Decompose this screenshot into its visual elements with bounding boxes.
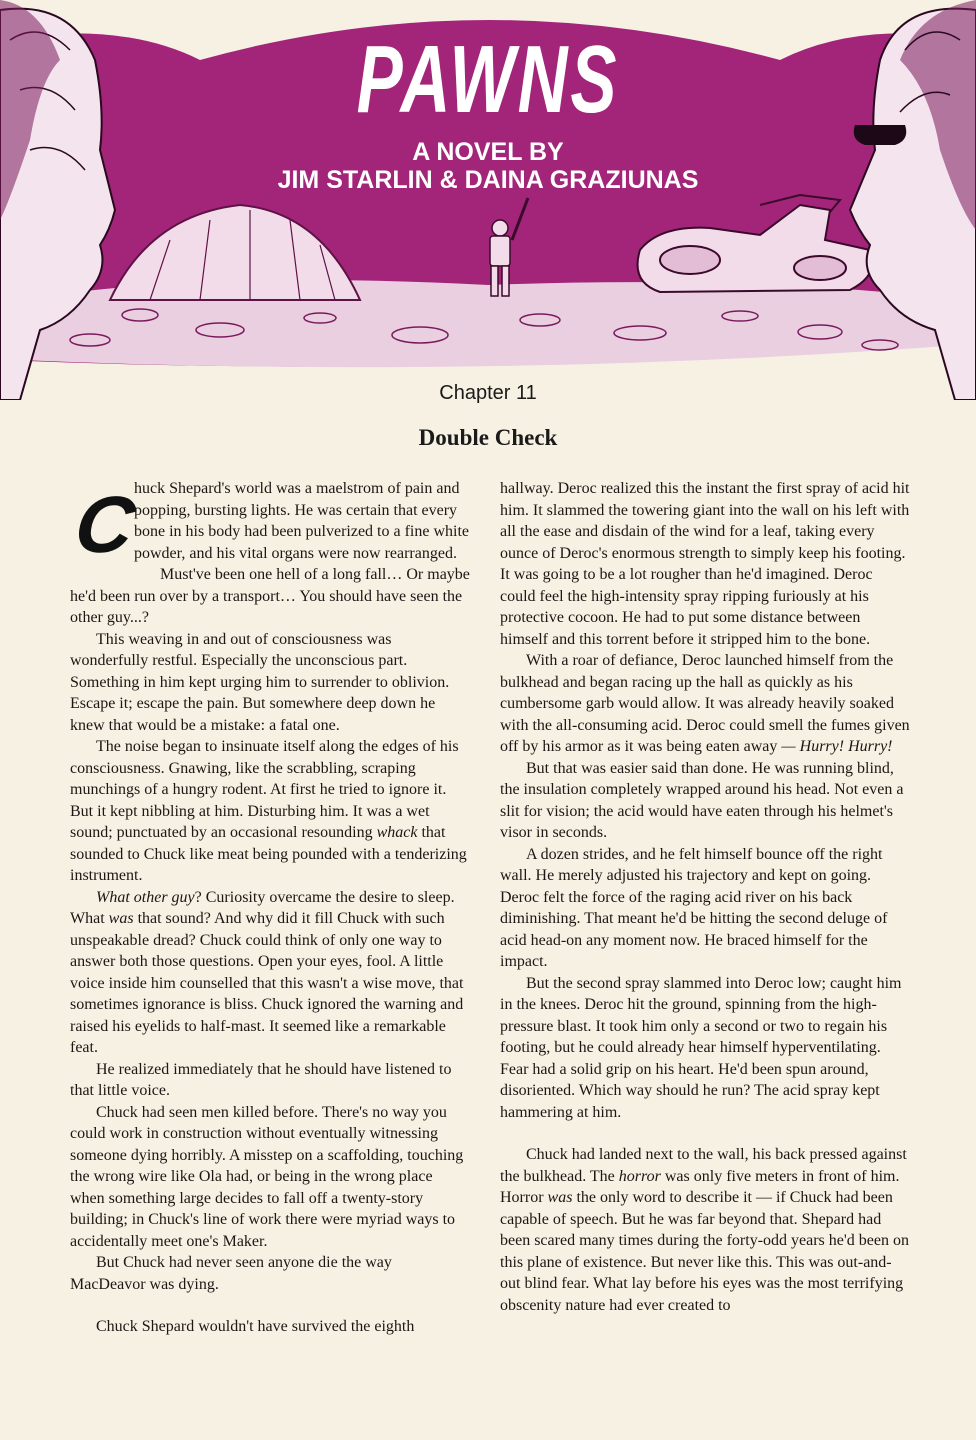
byline-authors: JIM STARLIN & DAINA GRAZIUNAS <box>277 166 699 194</box>
paragraph: With a roar of defiance, Deroc launched himself from the bulkhead and began racing up the hall as quickly as his cumbersome garb would allow. It was already heavily soaked with the all-consuming acid. Deroc could smell the fumes given off by his armor as it was being eaten away — Hurry! Hurry! <box>500 652 910 755</box>
novel-byline <box>0 138 976 194</box>
text-column-left <box>70 478 470 1433</box>
paragraph: Chuck had landed next to the wall, his back pressed against the bulkhead. The horror was only five meters in front of him. Horror was the only word to describe it — if Chuck had been capable of speech. But he was far beyond that. Shepard had been scared many times during the forty-odd years he'd been on this plane of existence. But never like this. This was out-and-out blind fear. What lay before his eyes was the most terrifying obscenity nature had ever created to <box>500 1146 909 1314</box>
paragraph: Chuck had seen men killed before. There's no way you could work in construction without eventually witnessing someone dying horribly. A misstep on a scaffolding, touching the wrong wire like Ola had, or being in the wrong place when something large decides to fall off a twenty-story building; in Chuck's line of work there were myriad ways to accidentally meet one's Maker. <box>70 1103 464 1250</box>
header-illustration <box>0 0 976 400</box>
paragraph: A dozen strides, and he felt himself bounce off the right wall. He merely adjusted his trajectory and kept on going. Deroc felt the force of the raging acid river on his back diminishing. That meant he'd be hitting the second deluge of acid head-on any moment now. He braced himself for the impact. <box>500 845 888 970</box>
byline-line-1: A NOVEL BY <box>412 138 564 166</box>
paragraph: But Chuck had never seen anyone die the way MacDeavor was dying. <box>70 1254 392 1293</box>
drop-cap: C <box>70 480 141 569</box>
paragraph: But that was easier said than done. He was running blind, the insulation completely wrapped around his head. Not even a slit for vision; the acid would have eaten through his helmet's visor in seconds. <box>500 759 904 841</box>
paragraph: He realized immediately that he should have listened to that little voice. <box>70 1060 452 1099</box>
paragraph: C huck Shepard's world was a maelstrom of pain and popping, bursting lights. He was certain that every bone in his body had been pulverized to a fine white powder, and his vital organs were now rearranged. <box>70 480 470 569</box>
paragraph: The noise began to insinuate itself along the edges of his consciousness. Gnawing, like the scrabbling, scraping munchings of a hungry rodent. At first he tried to ignore it. But it kept nibbling at him. Disturbing him. It was a wet sound; punctuated by an occasional resounding whack that sounded to Chuck like meat being pounded with a tenderizing instrument. <box>70 738 467 884</box>
paragraph: What other guy? Curiosity overcame the desire to sleep. What was that sound? And why did it fill Chuck with such unspeakable dread? Chuck could think of only one way to answer both those questions. Open your eyes, fool. A little voice inside him counselled that this wasn't a wise move, that sometimes ignorance is bliss. Chuck ignored the warning and raised his eyelids to half-mast. It seemed like a remarkable feat. <box>70 888 464 1056</box>
chapter-number: Chapter 11 <box>439 382 537 404</box>
paragraph: But the second spray slammed into Deroc low; caught him in the knees. Deroc hit the ground, spinning from the high-pressure blast. It took him only a second or two to regain his footing, but he could already hear himself hyperventilating. Fear had a solid grip on his heart. He'd been spun around, disoriented. Which way should he run? The acid spray kept hammering at him. <box>500 974 902 1121</box>
text-column-right <box>500 478 912 1433</box>
paragraph: Chuck Shepard wouldn't have survived the eighth <box>96 1318 415 1335</box>
paragraph: This weaving in and out of consciousness was wonderfully restful. Especially the unconscious part. Something in him kept urging him to surrender to oblivion. Escape it; escape the pain. But somewhere deep down he knew that would be a mistake: a fatal one. <box>70 630 450 734</box>
paragraph: Must've been one hell of a long fall… Or maybe he'd been run over by a transport… You should have seen the other guy...? <box>70 566 470 626</box>
novel-title: PAWNS <box>356 26 620 133</box>
paragraph: hallway. Deroc realized this the instant the first spray of acid hit him. It slammed the towering giant into the wall on his left with all the ease and disdain of the wind for a leaf, taking every ounce of Deroc's enormous strength to simply keep his footing. It was going to be a lot rougher than he'd imagined. Deroc could feel the high-intensity spray ripping furiously at his protective cocoon. He had to put some distance between himself and this torrent before it stripped him to the bone. <box>500 480 910 648</box>
chapter-title: Double Check <box>418 425 558 450</box>
